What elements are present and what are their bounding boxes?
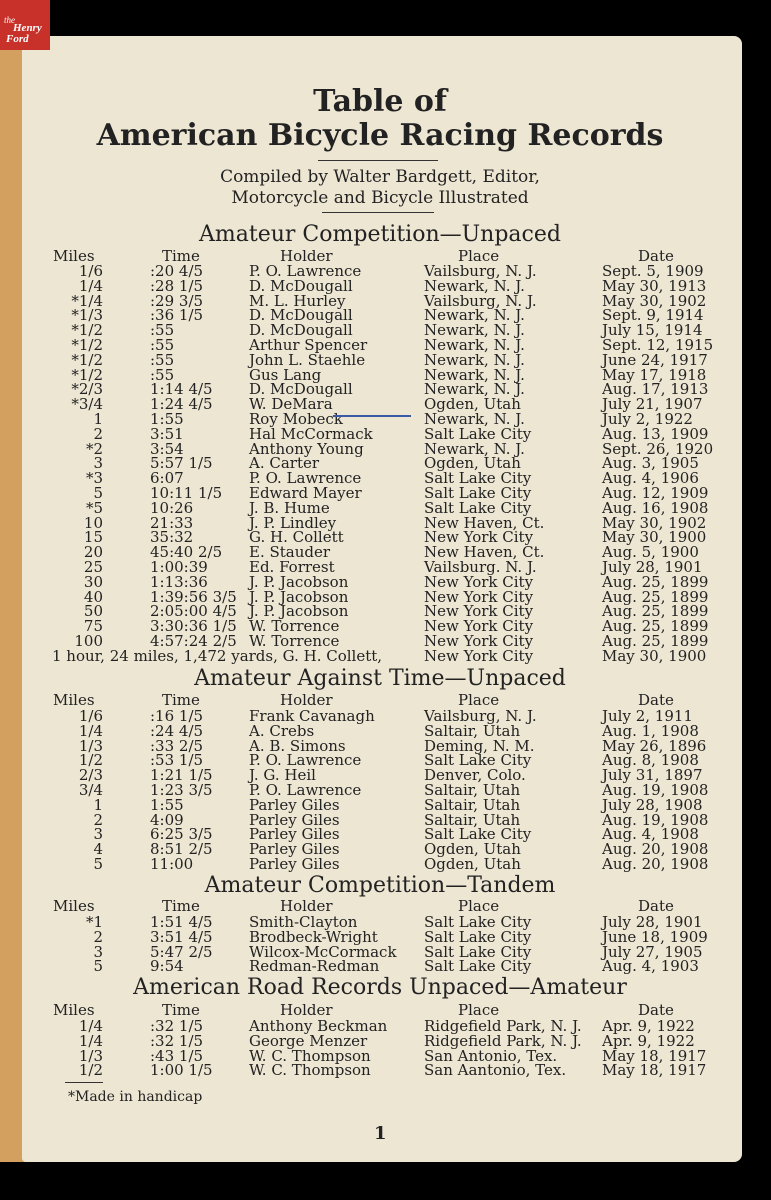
subtitle-rule (322, 212, 434, 213)
cell-place: New York City (424, 602, 534, 621)
cell-time: 11:00 (150, 855, 194, 873)
cell-miles: 3/4 (78, 781, 103, 799)
cell-miles: 20 (83, 543, 103, 562)
cell-miles: *2 (85, 439, 103, 458)
column-header-time: Time (162, 897, 200, 915)
cell-time: 1:13:36 (150, 572, 208, 591)
cell-holder: J. G. Heil (249, 766, 316, 785)
cell-place: Ridgefield Park, N. J. (424, 1017, 582, 1035)
cell-special-date: May 30, 1900 (602, 646, 707, 665)
column-header-miles: Miles (53, 1001, 95, 1019)
logo-line-3: Ford (6, 33, 29, 45)
cell-time: 3:51 4/5 (150, 927, 213, 946)
cell-miles: *3 (85, 469, 103, 488)
cell-holder: W. Torrence (249, 632, 340, 650)
cell-time: 1:00:39 (150, 558, 208, 576)
section-title: Amateur Against Time—Unpaced (194, 666, 566, 691)
cell-holder: W. C. Thompson (249, 1061, 371, 1080)
cell-date: July 15, 1914 (602, 321, 703, 340)
cell-place: Deming, N. M. (424, 736, 535, 755)
column-header-holder: Holder (280, 1001, 333, 1019)
cell-miles: 1 (93, 795, 103, 814)
cell-holder: Roy Mobeck (249, 410, 343, 428)
cell-place: New Haven, Ct. (424, 543, 545, 562)
cell-time: 6:07 (150, 469, 184, 488)
cell-time: 2:05:00 4/5 (150, 602, 237, 621)
cell-time: :20 4/5 (150, 262, 204, 280)
page-title-line-2: American Bicycle Racing Records (96, 118, 664, 153)
cell-holder: Frank Cavanagh (249, 707, 375, 725)
cell-place: Salt Lake City (424, 913, 532, 931)
cell-time: 6:25 3/5 (150, 825, 213, 844)
cell-miles: *1/2 (71, 365, 103, 384)
cell-date: Aug. 25, 1899 (602, 617, 709, 636)
column-header-date: Date (638, 897, 674, 915)
cell-miles: 15 (83, 528, 103, 547)
cell-time: :53 1/5 (150, 751, 204, 770)
cell-time: 4:57:24 2/5 (150, 632, 237, 650)
cell-holder: J. P. Jacobson (249, 602, 349, 621)
column-header-time: Time (162, 691, 200, 709)
cell-holder: Hal McCormack (249, 424, 373, 443)
cell-place: Vailsburg, N. J. (424, 291, 537, 310)
cell-holder: A. B. Simons (249, 736, 346, 755)
henry-ford-logo (0, 0, 50, 50)
cell-miles: *1/2 (71, 336, 103, 354)
cell-holder: P. O. Lawrence (249, 262, 362, 280)
pen-mark (333, 414, 411, 418)
cell-place: Ridgefield Park, N. J. (424, 1031, 582, 1050)
cell-date: July 21, 1907 (602, 395, 703, 414)
cell-place: Vailsburg, N. J. (424, 262, 537, 280)
cell-place: New York City (424, 572, 534, 591)
column-header-time: Time (162, 1001, 200, 1019)
cell-miles: *1/2 (71, 350, 103, 369)
cell-time: :33 2/5 (150, 736, 204, 755)
column-header-miles: Miles (53, 691, 95, 709)
cell-place: Newark, N. J. (424, 350, 525, 369)
cell-time: :28 1/5 (150, 276, 204, 295)
cell-date: May 18, 1917 (602, 1046, 707, 1065)
cell-miles: 2/3 (78, 766, 103, 785)
cell-place: Ogden, Utah (424, 454, 521, 473)
cell-place: Saltair, Utah (424, 810, 521, 829)
cell-time: :55 (150, 350, 175, 369)
cell-time: 9:54 (150, 957, 184, 976)
cell-date: July 2, 1922 (602, 410, 693, 428)
column-header-holder: Holder (280, 691, 333, 709)
cell-time: :24 4/5 (150, 721, 204, 740)
cell-holder: Smith-Clayton (249, 913, 358, 931)
cell-miles: 1/3 (78, 1046, 103, 1065)
logo-line-1: the (4, 15, 15, 25)
cell-place: Newark, N. J. (424, 380, 525, 399)
cell-miles: 1/4 (78, 1017, 103, 1035)
cell-place: Salt Lake City (424, 825, 532, 844)
cell-place: New York City (424, 587, 534, 606)
column-header-place: Place (458, 691, 500, 709)
cell-place: Salt Lake City (424, 751, 532, 770)
cell-date: Sept. 9, 1914 (602, 306, 704, 325)
cell-date: Aug. 19, 1908 (602, 810, 709, 829)
cell-date: Aug. 25, 1899 (602, 602, 709, 621)
cell-date: Aug. 3, 1905 (602, 454, 699, 473)
cell-time: 1:21 1/5 (150, 766, 213, 785)
cell-miles: 5 (93, 855, 103, 873)
cell-miles: *1/2 (71, 321, 103, 340)
cell-holder: Parley Giles (249, 810, 340, 829)
cell-miles: *1/3 (71, 306, 103, 325)
column-header-place: Place (458, 897, 500, 915)
section-title: American Road Records Unpaced—Amateur (133, 975, 627, 1000)
cell-holder: W. Torrence (249, 617, 340, 636)
cell-miles: 5 (93, 957, 103, 976)
cell-date: Sept. 5, 1909 (602, 262, 704, 280)
cell-holder: Gus Lang (249, 365, 322, 384)
cell-miles: 10 (83, 513, 103, 532)
cell-holder: J. P. Jacobson (249, 572, 349, 591)
cell-miles: 25 (83, 558, 103, 576)
cell-holder: D. McDougall (249, 321, 353, 340)
cell-date: May 30, 1902 (602, 513, 707, 532)
cell-place: Salt Lake City (424, 957, 532, 976)
cell-holder: Parley Giles (249, 825, 340, 844)
cell-place: New York City (424, 528, 534, 547)
cell-place: Vailsburg. N. J. (424, 558, 537, 576)
column-header-miles: Miles (53, 247, 95, 265)
cell-holder: Edward Mayer (249, 484, 362, 502)
cell-place: Newark, N. J. (424, 276, 525, 295)
cell-time: 4:09 (150, 810, 184, 829)
cell-holder: A. Crebs (249, 721, 315, 740)
cell-miles: 3 (93, 825, 103, 844)
column-header-place: Place (458, 247, 500, 265)
cell-date: May 26, 1896 (602, 736, 707, 755)
cell-place: Newark, N. J. (424, 410, 525, 428)
column-header-date: Date (638, 247, 674, 265)
cell-time: 1:14 4/5 (150, 380, 213, 399)
cell-place: Ogden, Utah (424, 855, 521, 873)
cell-date: May 17, 1918 (602, 365, 707, 384)
column-header-place: Place (458, 1001, 500, 1019)
cell-holder: Arthur Spencer (249, 336, 368, 354)
cell-time: :55 (150, 365, 175, 384)
cell-date: Sept. 12, 1915 (602, 336, 714, 354)
cell-date: May 18, 1917 (602, 1061, 707, 1080)
cell-holder: G. H. Collett (249, 528, 344, 547)
cell-miles: 1/6 (78, 262, 103, 280)
cell-time: :43 1/5 (150, 1046, 204, 1065)
cell-date: Aug. 20, 1908 (602, 855, 709, 873)
cell-miles: 5 (93, 484, 103, 502)
cell-time: :36 1/5 (150, 306, 204, 325)
cell-holder: George Menzer (249, 1031, 368, 1050)
cell-holder: Parley Giles (249, 855, 340, 873)
cell-place: Denver, Colo. (424, 766, 526, 785)
cell-date: June 24, 1917 (602, 350, 708, 369)
cell-miles: 3 (93, 942, 103, 961)
cell-place: Saltair, Utah (424, 795, 521, 814)
cell-date: July 28, 1908 (602, 795, 703, 814)
cell-date: Sept. 26, 1920 (602, 439, 714, 458)
cell-holder: John L. Staehle (249, 350, 366, 369)
cell-time: 35:32 (150, 528, 194, 547)
cell-date: Aug. 4, 1906 (602, 469, 699, 488)
cell-time: 3:30:36 1/5 (150, 617, 237, 636)
cell-holder: Wilcox-McCormack (249, 942, 397, 961)
cell-time: 1:39:56 3/5 (150, 587, 237, 606)
cell-time: :32 1/5 (150, 1031, 204, 1050)
cell-miles: 2 (93, 424, 103, 443)
cell-place: New York City (424, 617, 534, 636)
cell-place: Newark, N. J. (424, 336, 525, 354)
cell-miles: 1/4 (78, 721, 103, 740)
cell-miles: 1/4 (78, 276, 103, 295)
cell-time: 3:51 (150, 424, 184, 443)
cell-miles: 50 (83, 602, 103, 621)
cell-holder: W. C. Thompson (249, 1046, 371, 1065)
cell-place: Newark, N. J. (424, 321, 525, 340)
cell-date: Aug. 17, 1913 (602, 380, 709, 399)
cell-time: 1:24 4/5 (150, 395, 213, 414)
cell-date: May 30, 1902 (602, 291, 707, 310)
cell-holder: P. O. Lawrence (249, 781, 362, 799)
cell-miles: 1/2 (78, 751, 103, 770)
column-header-date: Date (638, 1001, 674, 1019)
cell-holder: Anthony Beckman (249, 1017, 388, 1035)
cell-miles: 3 (93, 454, 103, 473)
section-title: Amateur Competition—Tandem (204, 873, 556, 898)
page-number: 1 (374, 1123, 387, 1144)
cell-place: New Haven, Ct. (424, 513, 545, 532)
cell-time: 3:54 (150, 439, 184, 458)
cell-place: Ogden, Utah (424, 840, 521, 859)
cell-date: Aug. 25, 1899 (602, 587, 709, 606)
cell-time: 45:40 2/5 (150, 543, 223, 562)
cell-holder: J. P. Lindley (249, 513, 337, 532)
cell-place: San Aantonio, Tex. (424, 1061, 567, 1080)
cell-place: Salt Lake City (424, 424, 532, 443)
cell-miles: *2/3 (71, 380, 103, 399)
cell-place: Ogden, Utah (424, 395, 521, 414)
cell-place: Newark, N. J. (424, 306, 525, 325)
cell-miles: *1/4 (71, 291, 103, 310)
cell-time: 10:26 (150, 498, 194, 517)
cell-time: 1:55 (150, 410, 184, 428)
cell-date: July 2, 1911 (602, 707, 693, 725)
cell-time: :29 3/5 (150, 291, 204, 310)
cell-place: Newark, N. J. (424, 365, 525, 384)
cell-place: San Antonio, Tex. (424, 1046, 558, 1065)
cell-special-place: New York City (424, 646, 534, 665)
cell-holder: D. McDougall (249, 380, 353, 399)
cell-date: June 18, 1909 (602, 927, 708, 946)
cell-time: 8:51 2/5 (150, 840, 213, 859)
cell-date: Aug. 8, 1908 (602, 751, 699, 770)
cell-place: Salt Lake City (424, 942, 532, 961)
column-header-holder: Holder (280, 897, 333, 915)
cell-date: Aug. 13, 1909 (602, 424, 709, 443)
cell-time: :16 1/5 (150, 707, 204, 725)
cell-date: Apr. 9, 1922 (602, 1017, 695, 1035)
cell-time: :55 (150, 321, 175, 340)
cell-miles: 1/2 (78, 1061, 103, 1080)
footnote: *Made in handicap (68, 1089, 203, 1105)
cell-holder: M. L. Hurley (249, 291, 346, 310)
cell-time: 1:55 (150, 795, 184, 814)
cell-place: Salt Lake City (424, 484, 532, 502)
cell-time: 1:00 1/5 (150, 1061, 213, 1080)
cell-miles: 30 (83, 572, 103, 591)
cell-date: Aug. 5, 1900 (602, 543, 699, 562)
column-header-holder: Holder (280, 247, 333, 265)
cell-time: 21:33 (150, 513, 194, 532)
cell-date: Aug. 20, 1908 (602, 840, 709, 859)
cell-date: Aug. 19, 1908 (602, 781, 709, 799)
cell-miles: 1/4 (78, 1031, 103, 1050)
cell-place: Salt Lake City (424, 927, 532, 946)
page-title-line-1: Table of (313, 84, 447, 119)
cell-holder: E. Stauder (249, 543, 331, 562)
cell-place: New York City (424, 632, 534, 650)
cell-holder: P. O. Lawrence (249, 751, 362, 770)
cell-place: Vailsburg, N. J. (424, 707, 537, 725)
cell-miles: 75 (83, 617, 103, 636)
cell-holder: Parley Giles (249, 795, 340, 814)
cell-place: Saltair, Utah (424, 781, 521, 799)
cell-time: 5:47 2/5 (150, 942, 213, 961)
cell-date: Aug. 25, 1899 (602, 572, 709, 591)
cell-miles: 2 (93, 927, 103, 946)
cell-place: Salt Lake City (424, 469, 532, 488)
cell-date: July 28, 1901 (602, 558, 703, 576)
cell-date: Aug. 4, 1903 (602, 957, 699, 976)
cell-place: Salt Lake City (424, 498, 532, 517)
cell-date: Aug. 12, 1909 (602, 484, 709, 502)
cell-time: :32 1/5 (150, 1017, 204, 1035)
title-rule (318, 160, 438, 161)
cell-date: May 30, 1900 (602, 528, 707, 547)
cell-date: July 27, 1905 (602, 942, 703, 961)
cell-date: Apr. 9, 1922 (602, 1031, 695, 1050)
cell-date: July 28, 1901 (602, 913, 703, 931)
cell-miles: *1 (85, 913, 103, 931)
compiled-line-1: Compiled by Walter Bardgett, Editor, (220, 167, 540, 187)
cell-date: May 30, 1913 (602, 276, 707, 295)
cell-miles: *5 (85, 498, 103, 517)
cell-time: 10:11 1/5 (150, 484, 223, 502)
footnote-rule (65, 1082, 103, 1083)
cell-time: :55 (150, 336, 175, 354)
cell-holder: J. P. Jacobson (249, 587, 349, 606)
cell-holder: D. McDougall (249, 306, 353, 325)
cell-miles: 40 (83, 587, 103, 606)
logo-line-2: Henry (13, 22, 42, 34)
cell-miles: 1 (93, 410, 103, 428)
cell-miles: 1/6 (78, 707, 103, 725)
cell-date: Aug. 1, 1908 (602, 721, 699, 740)
cell-miles: *3/4 (71, 395, 103, 414)
cell-holder: Ed. Forrest (249, 558, 335, 576)
cell-date: July 31, 1897 (602, 766, 703, 785)
cell-date: Aug. 16, 1908 (602, 498, 709, 517)
cell-miles: 100 (74, 632, 103, 650)
cell-place: Saltair, Utah (424, 721, 521, 740)
cell-time: 5:57 1/5 (150, 454, 213, 473)
cell-time: 1:23 3/5 (150, 781, 213, 799)
cell-time: 1:51 4/5 (150, 913, 213, 931)
cell-holder: Redman-Redman (249, 957, 380, 976)
cell-special-text: 1 hour, 24 miles, 1,472 yards, G. H. Collett, (52, 646, 383, 665)
cell-miles: 2 (93, 810, 103, 829)
cell-holder: Parley Giles (249, 840, 340, 859)
cell-holder: D. McDougall (249, 276, 353, 295)
cell-holder: P. O. Lawrence (249, 469, 362, 488)
cell-holder: W. DeMara (249, 395, 333, 414)
cell-holder: Anthony Young (249, 439, 364, 458)
section-title: Amateur Competition—Unpaced (199, 222, 561, 247)
column-header-date: Date (638, 691, 674, 709)
column-header-miles: Miles (53, 897, 95, 915)
cell-miles: 1/3 (78, 736, 103, 755)
cell-holder: Brodbeck-Wright (249, 927, 378, 946)
column-header-time: Time (162, 247, 200, 265)
cell-date: Aug. 4, 1908 (602, 825, 699, 844)
cell-date: Aug. 25, 1899 (602, 632, 709, 650)
cell-holder: A. Carter (249, 454, 320, 473)
compiled-line-2: Motorcycle and Bicycle Illustrated (231, 188, 529, 208)
cell-place: Newark, N. J. (424, 439, 525, 458)
cell-miles: 4 (93, 840, 103, 859)
cell-holder: J. B. Hume (249, 498, 330, 517)
